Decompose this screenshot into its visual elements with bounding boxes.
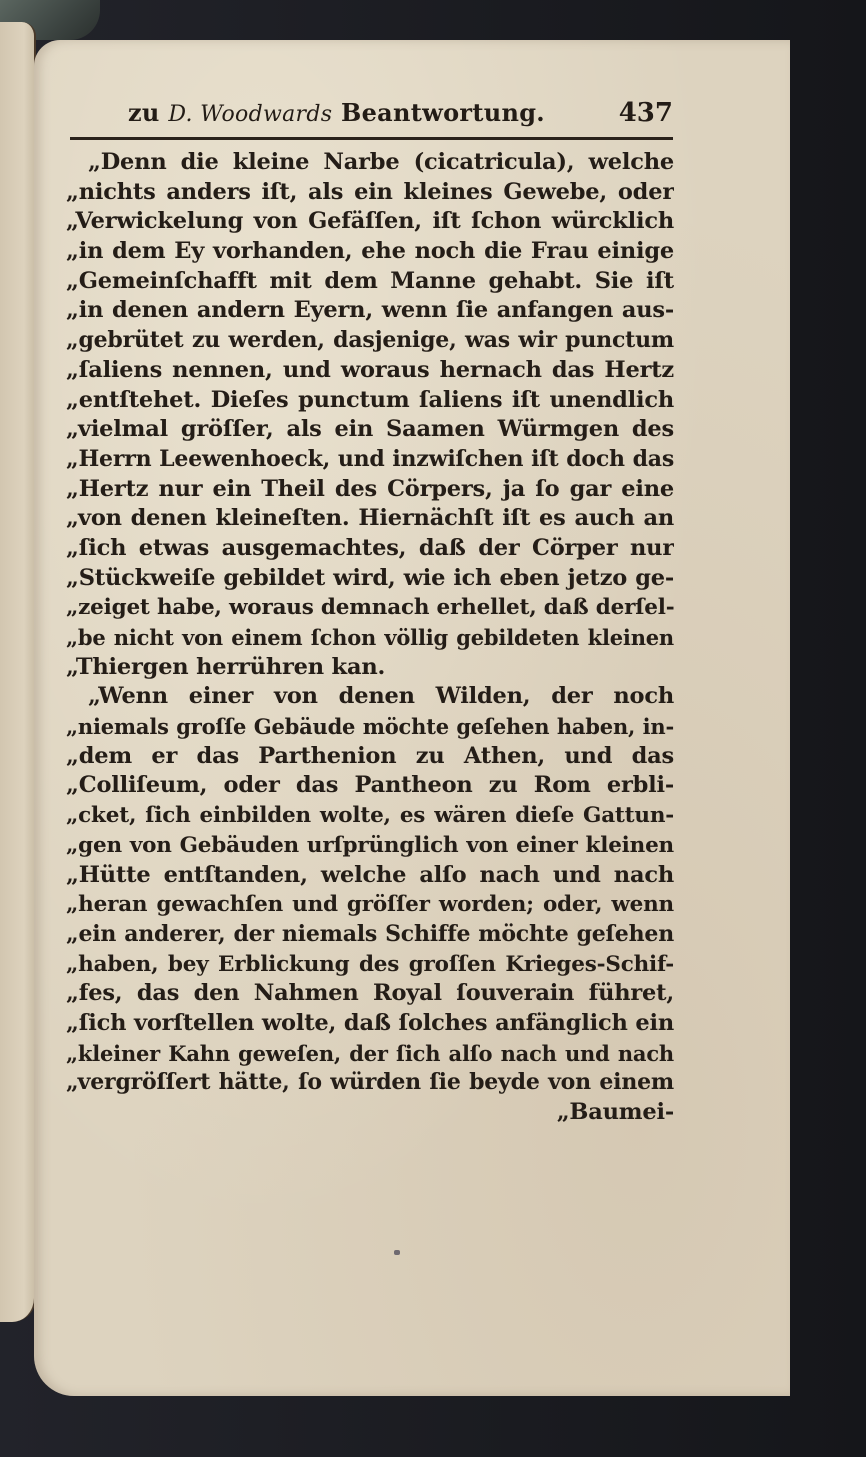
catchword: „Baumei- (556, 1099, 674, 1125)
text-line: „niemals groſſe Gebäude möchte geſehen haben, in- (66, 714, 674, 740)
ink-speck (394, 1250, 400, 1255)
text-line: „Verwickelung von Gefäſſen, iſt ſchon würcklich (66, 208, 674, 235)
text-line: „in denen andern Eyern, wenn ſie anfangen aus- (66, 297, 674, 324)
text-line: „cket, ſich einbilden wolte, es wären dieſe Gattun- (66, 803, 674, 829)
text-line: „haben, bey Erblickung des groſſen Krieges-Schif- (66, 951, 674, 977)
text-line: „Wenn einer von denen Wilden, der noch (88, 683, 674, 710)
left-page-edge (0, 22, 36, 1322)
text-line: „von denen kleineſten. Hiernächſt iſt es auch an (66, 505, 674, 532)
text-line: „be nicht von einem ſchon völlig gebildeten kleinen (66, 625, 674, 650)
text-line: „Herrn Leewenhoeck, und inzwiſchen iſt doch das (66, 445, 674, 472)
text-line: „kleiner Kahn geweſen, der ſich alſo nach und nach (66, 1040, 674, 1066)
text-line: „Denn die kleine Narbe (cicatricula), welche (88, 149, 674, 175)
text-line: „Hertz nur ein Theil des Cörpers, ja ſo gar eine (66, 475, 674, 502)
text-line: „gebrütet zu werden, dasjenige, was wir punctum (66, 327, 674, 354)
text-line: „vergröſſert hätte, ſo würden ſie beyde von einem (66, 1069, 674, 1096)
text-line: „Gemeinſchafft mit dem Manne gehabt. Sie iſt (66, 267, 674, 294)
text-line: „Colliſeum, oder das Pantheon zu Rom erbli- (66, 772, 674, 799)
page-number: 437 (618, 98, 673, 128)
text-line: „Thiergen herrühren kan. (66, 653, 386, 680)
text-line: „heran gewachſen und gröſſer worden; oder, wenn (66, 892, 674, 918)
text-line: „vielmal gröſſer, als ein Saamen Würmgen des (66, 416, 674, 443)
running-title-prefix: zu (128, 98, 160, 127)
running-title-name: D. Woodwards (168, 102, 333, 127)
text-line: „ſaliens nennen, und woraus hernach das Hertz (66, 356, 674, 383)
header-rule (70, 137, 673, 140)
text-line: „zeiget habe, woraus demnach erhellet, daß derſel- (66, 595, 674, 621)
text-line: „ſich vorſtellen wolte, daß ſolches anfänglich ein (66, 1009, 674, 1036)
running-title-suffix: Beantwortung. (340, 98, 545, 127)
text-line: „nichts anders iſt, als ein kleines Gewebe, oder (66, 178, 674, 205)
text-line: „gen von Gebäuden urſprünglich von einer kleinen (66, 832, 674, 858)
text-line: „fes, das den Nahmen Royal ſouverain führet, (66, 980, 674, 1007)
text-line: „ſich etwas ausgemachtes, daß der Cörper nur (66, 534, 674, 561)
text-line: „Stückweiſe gebildet wird, wie ich eben jetzo ge- (66, 564, 674, 591)
running-title (128, 98, 545, 127)
text-line: „in dem Ey vorhanden, ehe noch die Frau einige (66, 238, 674, 265)
text-line: „dem er das Parthenion zu Athen, und das (66, 742, 674, 769)
text-line: „Hütte entſtanden, welche alſo nach und nach (66, 861, 674, 888)
running-header (128, 98, 673, 132)
text-line: „ein anderer, der niemals Schiffe möchte geſehen (66, 920, 674, 947)
text-line: „entſtehet. Dieſes punctum ſaliens iſt unendlich (66, 386, 674, 413)
body-text (66, 148, 674, 1128)
